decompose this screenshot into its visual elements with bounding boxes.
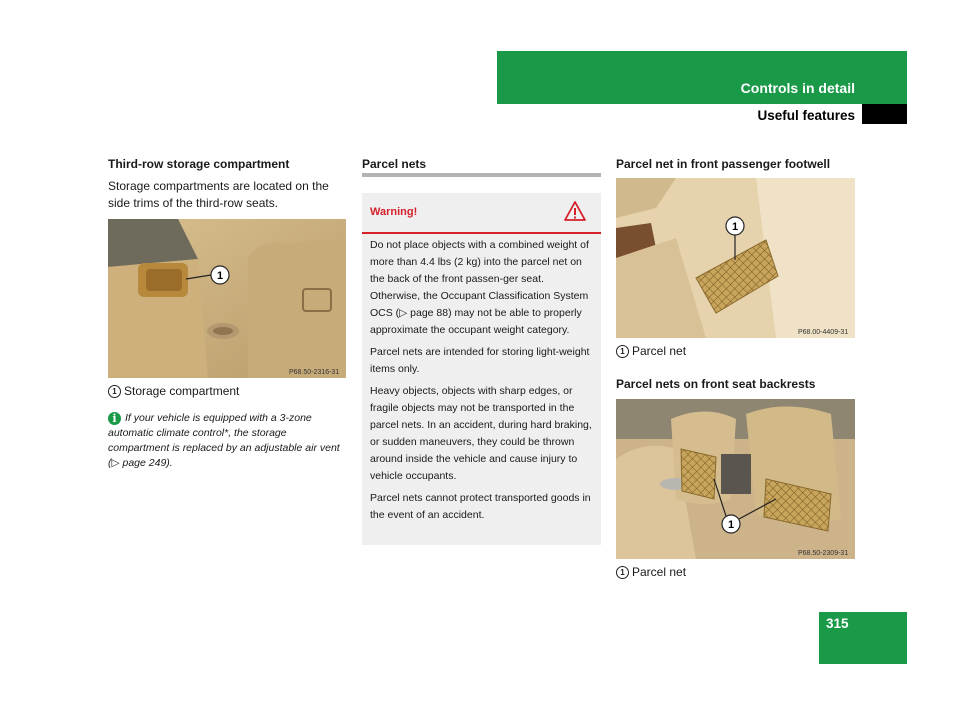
backrest-caption xyxy=(616,565,686,579)
backrest-nets-photo xyxy=(616,399,855,559)
warning-triangle-icon xyxy=(564,200,586,222)
storage-caption xyxy=(108,384,239,398)
backrest-heading: Parcel nets on front seat backrests xyxy=(616,377,816,391)
warning-divider xyxy=(362,232,601,234)
warning-paragraph: Parcel nets cannot protect transported goods in the event of an accident. xyxy=(370,492,591,521)
header-band xyxy=(497,51,907,104)
info-icon: i xyxy=(108,412,121,425)
footwell-net-photo xyxy=(616,178,855,338)
parcel-nets-heading: Parcel nets xyxy=(362,157,427,171)
caption-number-1: 1 xyxy=(108,385,121,398)
section-title: Controls in detail xyxy=(740,80,855,96)
image-code: P68.50-2316-31 xyxy=(289,369,340,376)
storage-heading: Third-row storage compartment xyxy=(108,157,290,171)
caption-number-1: 1 xyxy=(616,345,629,358)
caption-text: Storage compartment xyxy=(124,384,240,398)
storage-paragraph: Storage compartments are located on the side trims of the third-row seats. xyxy=(108,179,329,210)
image-code: P68.00-4409-31 xyxy=(798,329,849,336)
storage-compartment-photo xyxy=(108,219,346,378)
caption-text: Parcel net xyxy=(632,344,687,358)
warning-title: Warning! xyxy=(370,206,418,218)
caption-text: Parcel net xyxy=(632,565,687,579)
info-note xyxy=(108,411,348,471)
image-code: P68.50-2309-31 xyxy=(798,550,849,557)
caption-number-1: 1 xyxy=(616,566,629,579)
storage-callout: 1 xyxy=(216,270,224,282)
subsection-title: Useful features xyxy=(757,108,855,123)
header-marker xyxy=(862,104,907,124)
warning-text xyxy=(370,237,595,529)
note-text: If your vehicle is equipped with a 3-zone automatic climate control*, the storage compartment is replaced by an adjustable air vent (▷ page 249). xyxy=(108,412,340,469)
warning-paragraph: Do not place objects with a combined weight of more than 4.4 lbs (2 kg) into the parcel net on the back of the front passen-ger seat. Otherwise, the Occupant Classification System OCS (▷ page 88) may not be able to properly approximate the occupant weight category. xyxy=(370,239,589,336)
page-number: 315 xyxy=(826,616,849,631)
footwell-heading: Parcel net in front passenger footwell xyxy=(616,157,831,171)
backrest-callout: 1 xyxy=(727,519,735,531)
heading-rule xyxy=(362,173,601,177)
footwell-callout: 1 xyxy=(731,221,739,233)
warning-paragraph: Parcel nets are intended for storing light-weight items only. xyxy=(370,346,590,375)
footwell-caption xyxy=(616,344,686,358)
warning-paragraph: Heavy objects, objects with sharp edges, or fragile objects may not be transported in the parcel nets. In an accident, during hard braking, or sudden maneuvers, they could be thrown around inside the vehicle and cause injury to vehicle occupants. xyxy=(370,385,592,482)
